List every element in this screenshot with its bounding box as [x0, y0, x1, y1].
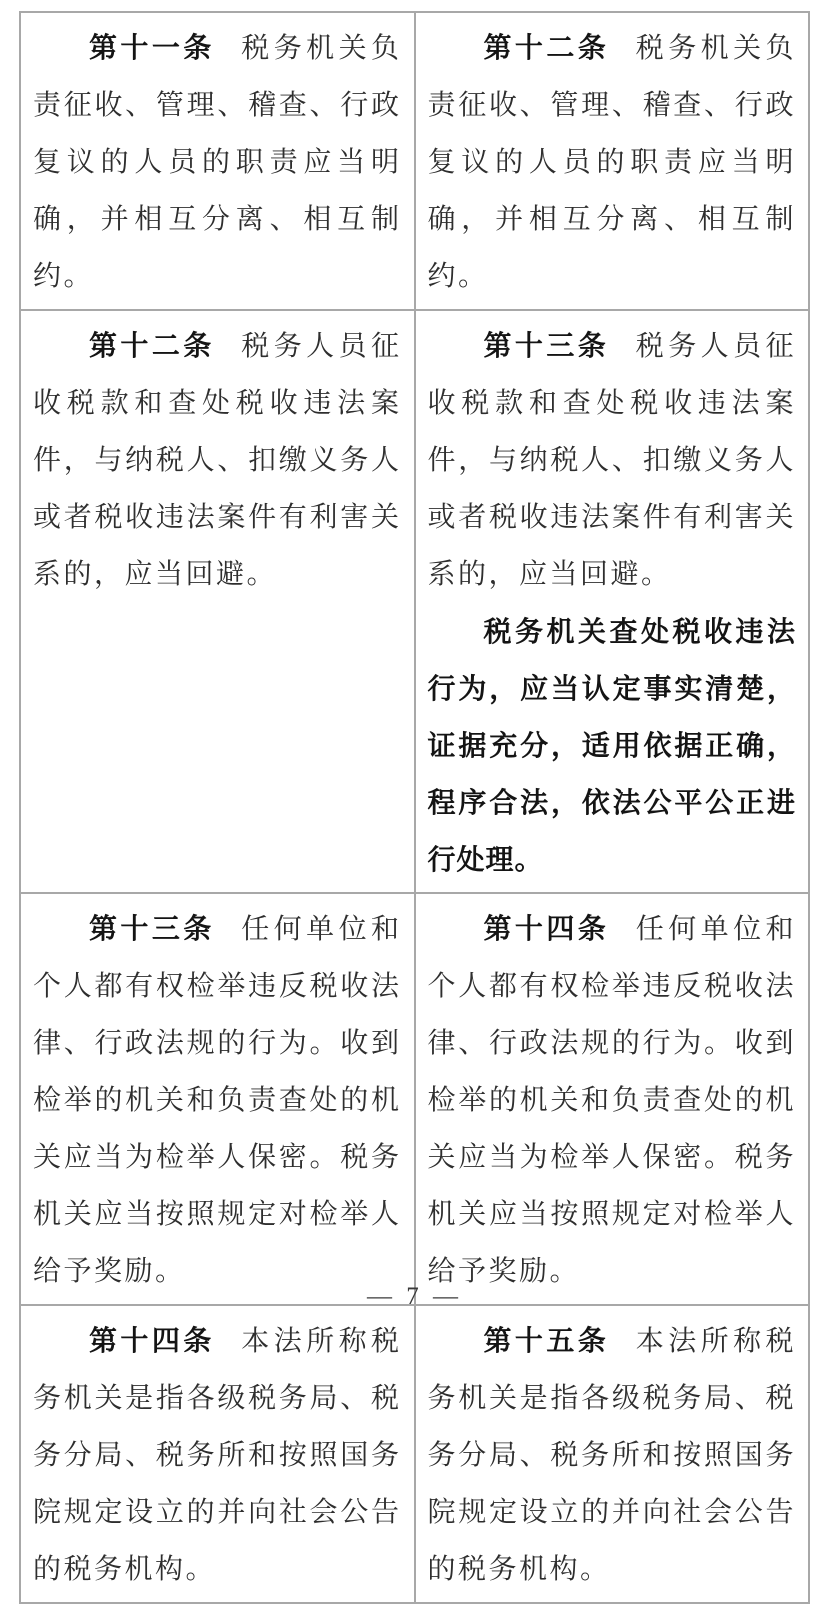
- article-paragraph: [428, 19, 797, 305]
- right-column-cell: [415, 12, 810, 310]
- article-paragraph: [33, 317, 402, 603]
- article-text: 税务机关负责征收、管理、稽查、行政复议的人员的职责应当明确，并相互分离、相互制约。: [427, 33, 796, 292]
- article-text: 任何单位和个人都有权检举违反税收法律、行政法规的行为。收到检举的机关和负责查处的机关应当为检举人保密。税务机关应当按照规定对检举人给予奖励。: [33, 914, 402, 1287]
- left-column-cell: [20, 310, 415, 893]
- article-paragraph: [428, 317, 797, 603]
- article-paragraph: [33, 19, 402, 305]
- article-text: 本法所称税务机关是指各级税务局、税务分局、税务所和按照国务院规定设立的并向社会公告的税务机构。: [33, 1326, 402, 1585]
- table-row: [20, 310, 809, 893]
- table-row: [20, 12, 809, 310]
- article-number: 第十四条: [89, 1325, 215, 1356]
- article-number: 第十三条: [483, 330, 610, 361]
- right-column-cell: [415, 893, 810, 1305]
- right-column-cell: [415, 310, 810, 893]
- article-paragraph: [33, 900, 402, 1300]
- article-paragraph: [428, 1312, 797, 1598]
- table-row: [20, 893, 809, 1305]
- left-column-cell: [20, 12, 415, 310]
- article-text: 税务人员征收税款和查处税收违法案件，与纳税人、扣缴义务人或者税收违法案件有利害关系的，应当回避。: [427, 331, 796, 590]
- article-text: 本法所称税务机关是指各级税务局、税务分局、税务所和按照国务院规定设立的并向社会公告的税务机构。: [427, 1326, 796, 1585]
- left-column-cell: [20, 893, 415, 1305]
- article-text: 税务人员征收税款和查处税收违法案件，与纳税人、扣缴义务人或者税收违法案件有利害关系的，应当回避。: [33, 331, 402, 590]
- right-column-cell: [415, 1305, 810, 1603]
- article-paragraph: [428, 900, 797, 1300]
- article-text: 税务机关负责征收、管理、稽查、行政复议的人员的职责应当明确，并相互分离、相互制约。: [33, 33, 402, 292]
- page-number: — 7 —: [367, 1283, 462, 1310]
- article-number: 第十三条: [89, 913, 215, 944]
- left-column-cell: [20, 1305, 415, 1603]
- article-text: 任何单位和个人都有权检举违反税收法律、行政法规的行为。收到检举的机关和负责查处的机关应当为检举人保密。税务机关应当按照规定对检举人给予奖励。: [427, 914, 796, 1287]
- table-row: [20, 1305, 809, 1603]
- article-paragraph: [33, 1312, 402, 1598]
- article-number: 第十四条: [483, 913, 610, 944]
- article-number: 第十五条: [483, 1325, 610, 1356]
- added-provision-paragraph: 税务机关查处税收违法行为，应当认定事实清楚，证据充分，适用依据正确，程序合法，依法公平公正进行处理。: [427, 616, 796, 875]
- article-number: 第十一条: [89, 32, 215, 63]
- article-number: 第十二条: [89, 330, 215, 361]
- law-comparison-table: [19, 11, 810, 1604]
- article-number: 第十二条: [483, 32, 610, 63]
